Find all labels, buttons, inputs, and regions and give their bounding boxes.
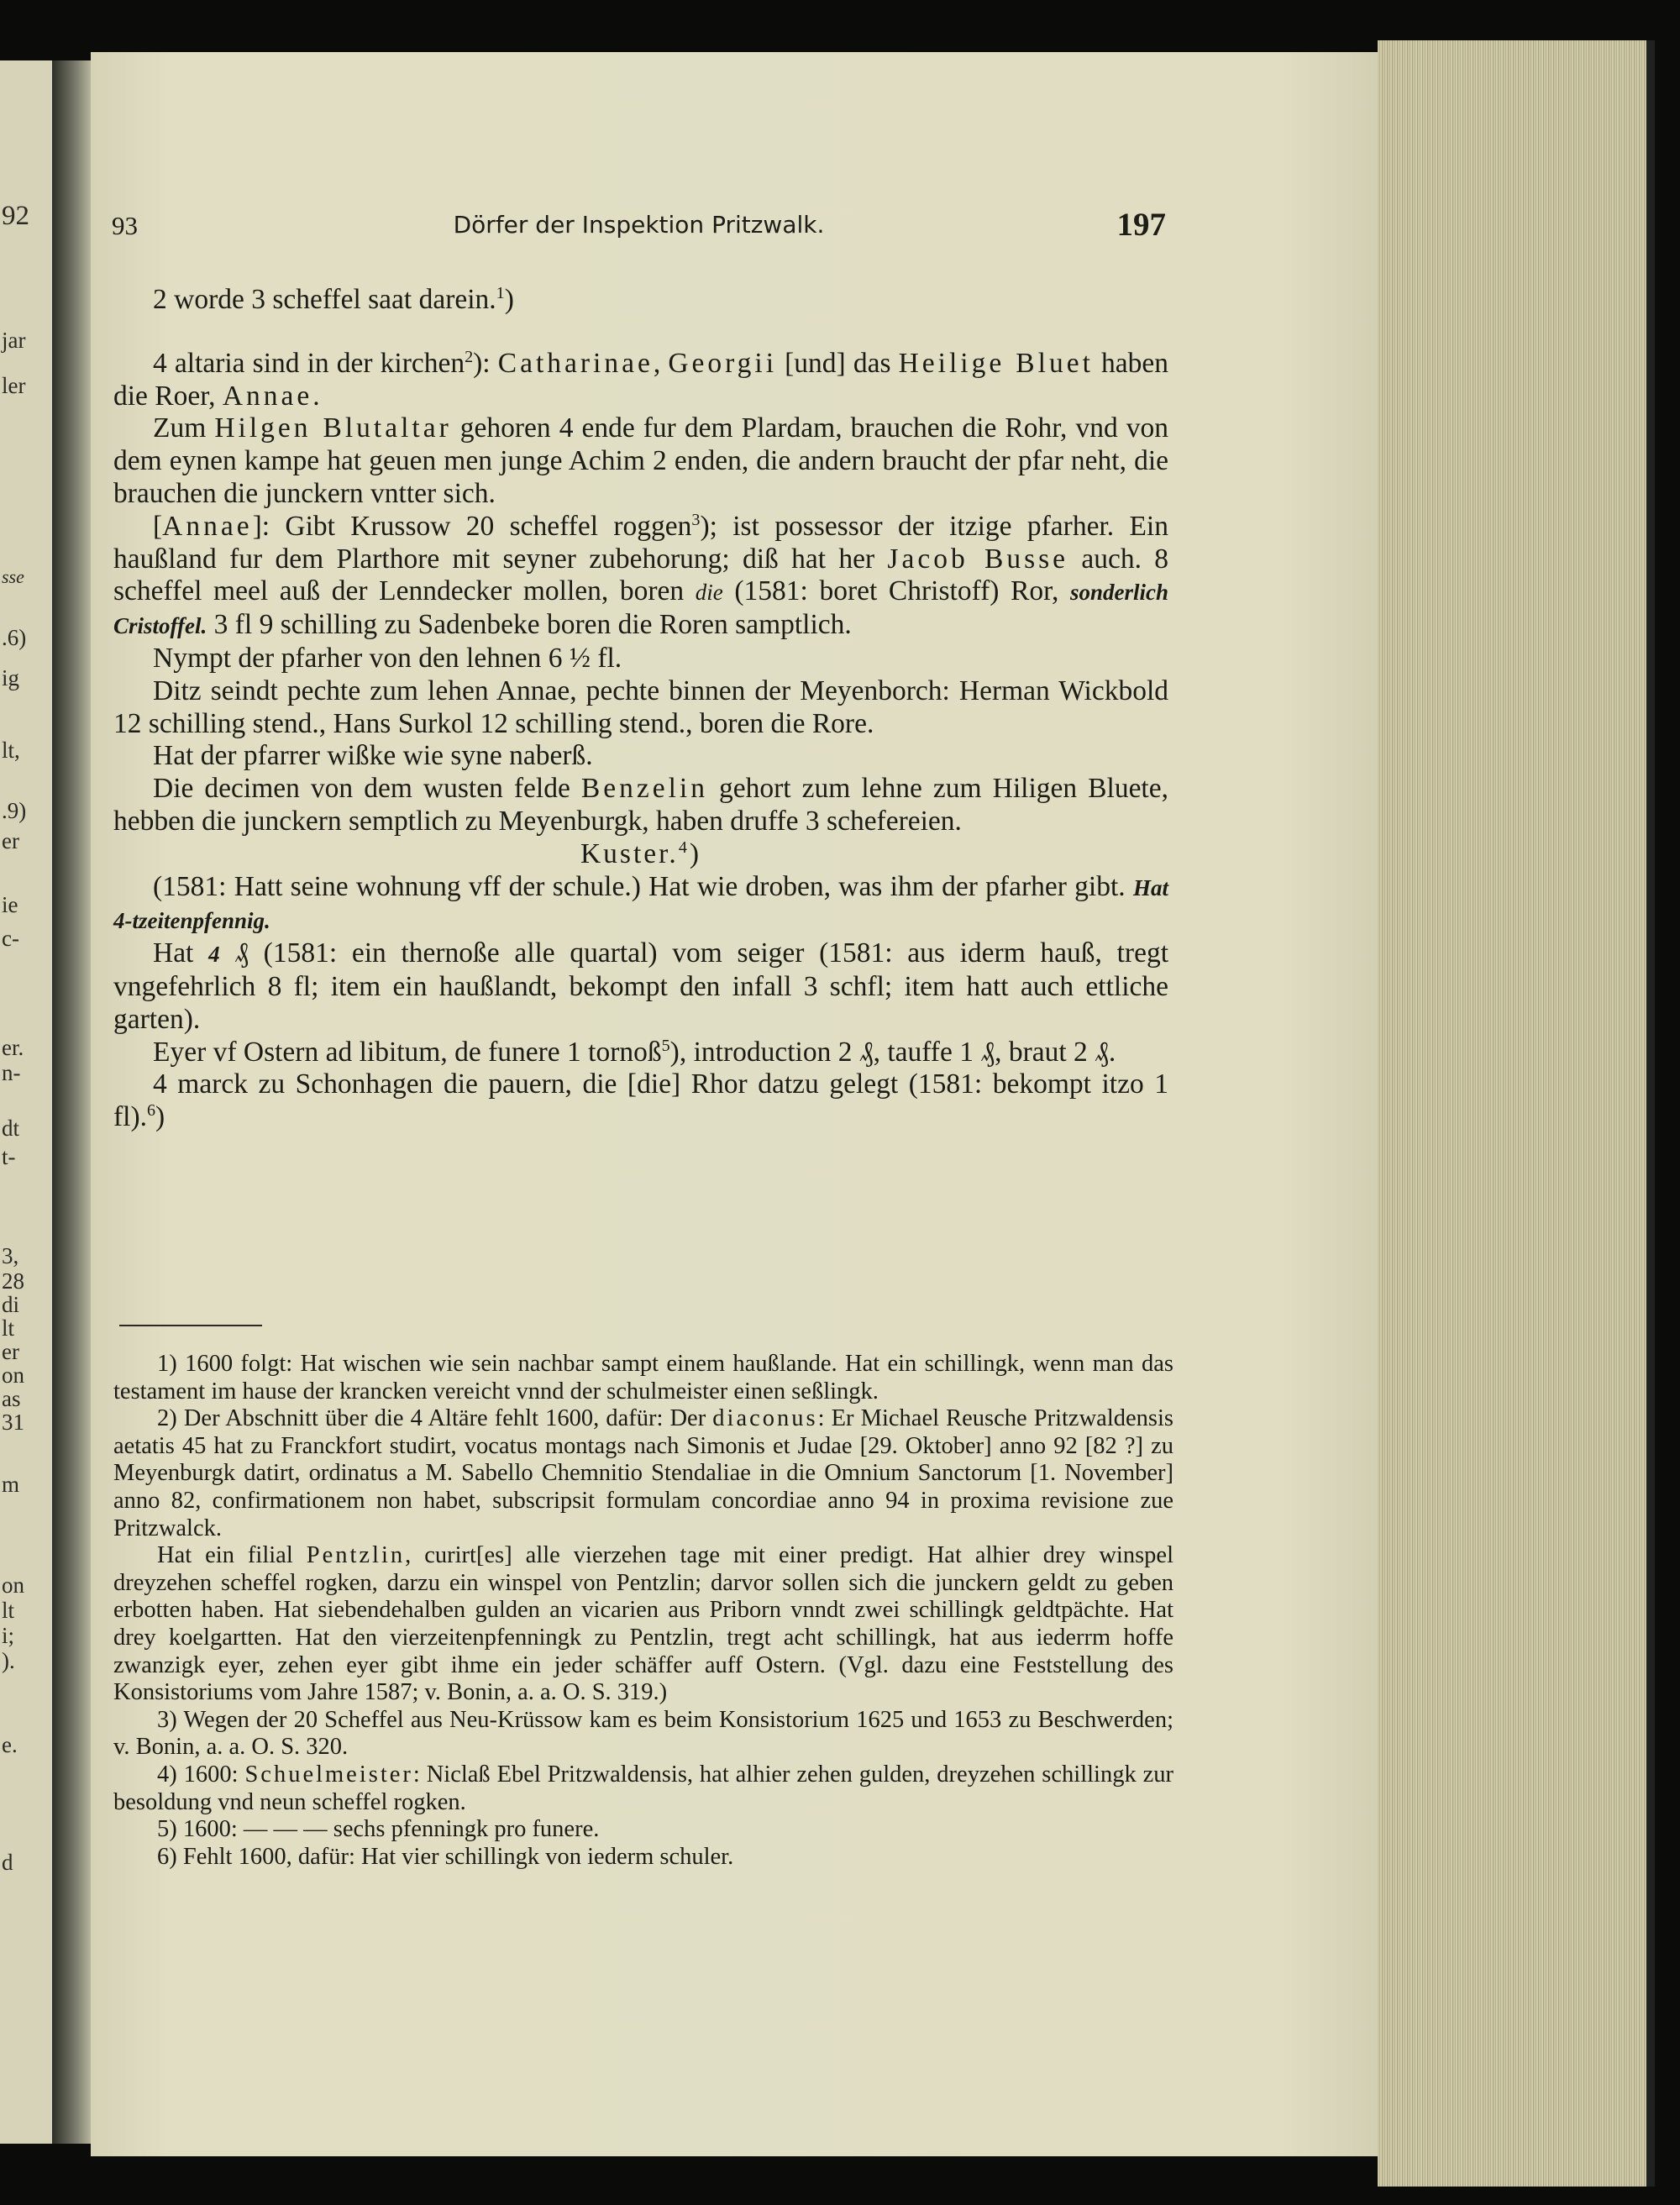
left-fragment: n- [2,1060,21,1085]
left-fragment: c- [2,926,19,951]
left-fragment: er. [2,1035,24,1060]
footnote: 3) Wegen der 20 Scheffel aus Neu-Krüssow kam es beim Konsistorium 1625 und 1653 zu Beschwerden; v. Bonin, a. a. O. S. 320. [113,1706,1173,1761]
left-fragment: t- [2,1144,16,1169]
left-fragment: as [2,1386,21,1411]
paragraph: Eyer vf Ostern ad libitum, de funere 1 tornoß$^5$), introduction 2 ₰, tauffe 1 ₰, braut 2 ₰. [153,1036,1116,1068]
left-fragment: 28 [2,1268,24,1294]
page-block-edge [1378,40,1655,2187]
left-fragment: ig [2,665,20,690]
left-fragment: on [2,1572,24,1598]
paragraph: 2 worde 3 scheffel saat darein.$^1$) [153,283,514,315]
header-title: Dörfer der Inspektion Pritzwalk. [453,211,825,239]
left-fragment: er [2,1339,19,1364]
left-fragment: ). [2,1648,15,1673]
paragraph: Ditz seindt pechte zum lehen Annae, pechte binnen der Meyenborch: Herman Wickbold 12 schilling stend., Hans Surkol 12 schilling stend., boren die Rore. [113,675,1168,739]
left-fragment: .9) [2,798,27,823]
left-fragment: 3, [2,1243,19,1268]
paragraph: 4 marck zu Schonhagen die pauern, die [die] Rhor datzu gelegt (1581: bekompt itzo 1 fl).$^6$) [113,1068,1168,1133]
section-heading: Kuster.$^4$) [580,837,702,869]
left-fragment: lt, [2,738,20,763]
left-fragment: on [2,1362,24,1388]
left-fragment: d [2,1850,13,1875]
paragraph: [Annae]: Gibt Krussow 20 scheffel roggen$^3$); ist possessor der itzige pfarher. Ein haußland fur dem Plarthore mit seyner zubehorung; diß hat her Jacob Busse auch. 8 scheffel meel auß der Lenndecker mollen, boren die (1581: boret Christoff) Ror, sonderlich Cristoffel. 3 fl 9 schilling zu Sadenbeke boren die Roren samptlich. [113,510,1169,641]
left-fragment: lt [2,1598,15,1623]
pfennig-symbol: ₰ [234,937,249,969]
left-fragment: lt [2,1315,15,1341]
paragraph: Hat 4 ₰ (1581: ein thernoße alle quartal) vom seiger (1581: aus iderm hauß, tregt vngefehrlich 8 fl; item ein haußlandt, bekompt den infall 3 schfl; item hatt auch ettliche garten). [113,937,1169,1035]
left-fragment: 92 [2,201,29,231]
running-header [112,206,1166,248]
left-fragment: .6) [2,625,27,650]
footnote: 2) Der Abschnitt über die 4 Altäre fehlt 1600, dafür: Der diaconus: Er Michael Reusche Pritzwaldensis aetatis 45 hat zu Franckfort studirt, vocatus montags nach Simonis et Judae [29. Oktober] anno 92 [82 ?] zu Meyenburgk datirt, ordinatus a M. Sabello Chemnitio Stendaliae in die Omnium Sanctorum [1. November] anno 82, confirmationem non habet, subscripsit formulam concordiae anno 94 in proxima revisione zue Pritzwalck. [113,1405,1173,1541]
footnote: 5) 1600: — — — sechs pfenningk pro funere. [157,1816,600,1843]
left-fragment: di [2,1292,20,1317]
paragraph: (1581: Hatt seine wohnung vff der schule.) Hat wie droben, was ihm der pfarher gibt. Hat 4-tzeitenpfennig. [113,870,1168,934]
footnote: 1) 1600 folgt: Hat wischen wie sein nachbar sampt einem haußlande. Hat ein schillingk, wenn man das testament im hause der krancken vereicht vnnd der schulmeister einen seßlingk. [113,1351,1173,1404]
left-fragment: m [2,1472,20,1497]
page-number: 197 [1116,207,1166,243]
book-gutter [52,60,92,2144]
left-fragment: dt [2,1116,20,1141]
main-text [113,284,1168,1134]
paragraph: Die decimen von dem wusten felde Benzelin gehort zum lehne zum Hiligen Bluete, hebben die junckern semptlich zu Meyenburgk, haben druffe 3 schefereien. [113,773,1168,837]
paragraph: 4 altaria sind in der kirchen$^2$): Catharinae, Georgii [und] das Heilige Bluet haben die Roer, Annae. [113,347,1168,412]
left-fragment: jar [2,328,26,353]
left-fragment: 31 [2,1410,24,1435]
left-page-strip [0,60,52,2144]
paragraph: Zum Hilgen Blutaltar gehoren 4 ende fur dem Plardam, brauchen die Rohr, vnd von dem eynen kampe hat geuen men junge Achim 2 enden, die andern braucht der pfar neht, die brauchen die junckern vntter sich. [113,412,1168,509]
left-fragment: i; [2,1623,15,1648]
left-fragment: ler [2,373,26,398]
section-number: 93 [112,211,138,240]
left-fragment: e. [2,1732,18,1757]
footnote-rule [119,1325,262,1326]
paragraph: Hat der pfarrer wißke wie syne naberß. [153,740,593,772]
footnote: 6) Fehlt 1600, dafür: Hat vier schillingk von iederm schuler. [157,1843,734,1870]
left-fragment: ie [2,892,18,917]
footnotes [113,1351,1173,1871]
footnote: Hat ein filial Pentzlin, curirt[es] alle vierzehen tage mit einer predigt. Hat alhier drey winspel dreyzehen scheffel rogken, darzu ein winspel von Pentzlin; darvor sollen sich die junckern geldt zu geben erbotten haben. Hat siebendehalben gulden an vicarien aus Priborn vnndt zwei schillingk geldtpächte. Hat drey koelgartten. Hat den vierzeitenpfenningk zu Pentzlin, tregt acht schillingk, hat aus iederrm hoffe zwanzigk eyer, zehen eyer gibt ihme ein jeder schäffer auff Ostern. (Vgl. dazu eine Feststellung des Konsistoriums vom Jahre 1587; v. Bonin, a. a. O. S. 319.) [113,1542,1173,1706]
left-fragment: sse [2,566,24,587]
footnote: 4) 1600: Schuelmeister: Niclaß Ebel Pritzwaldensis, hat alhier zehen gulden, dreyzehen schillingk zur besoldung vnd neun scheffel rogken. [113,1761,1173,1815]
left-fragment: er [2,828,19,853]
paragraph: Nympt der pfarher von den lehnen 6 ½ fl. [153,642,622,674]
